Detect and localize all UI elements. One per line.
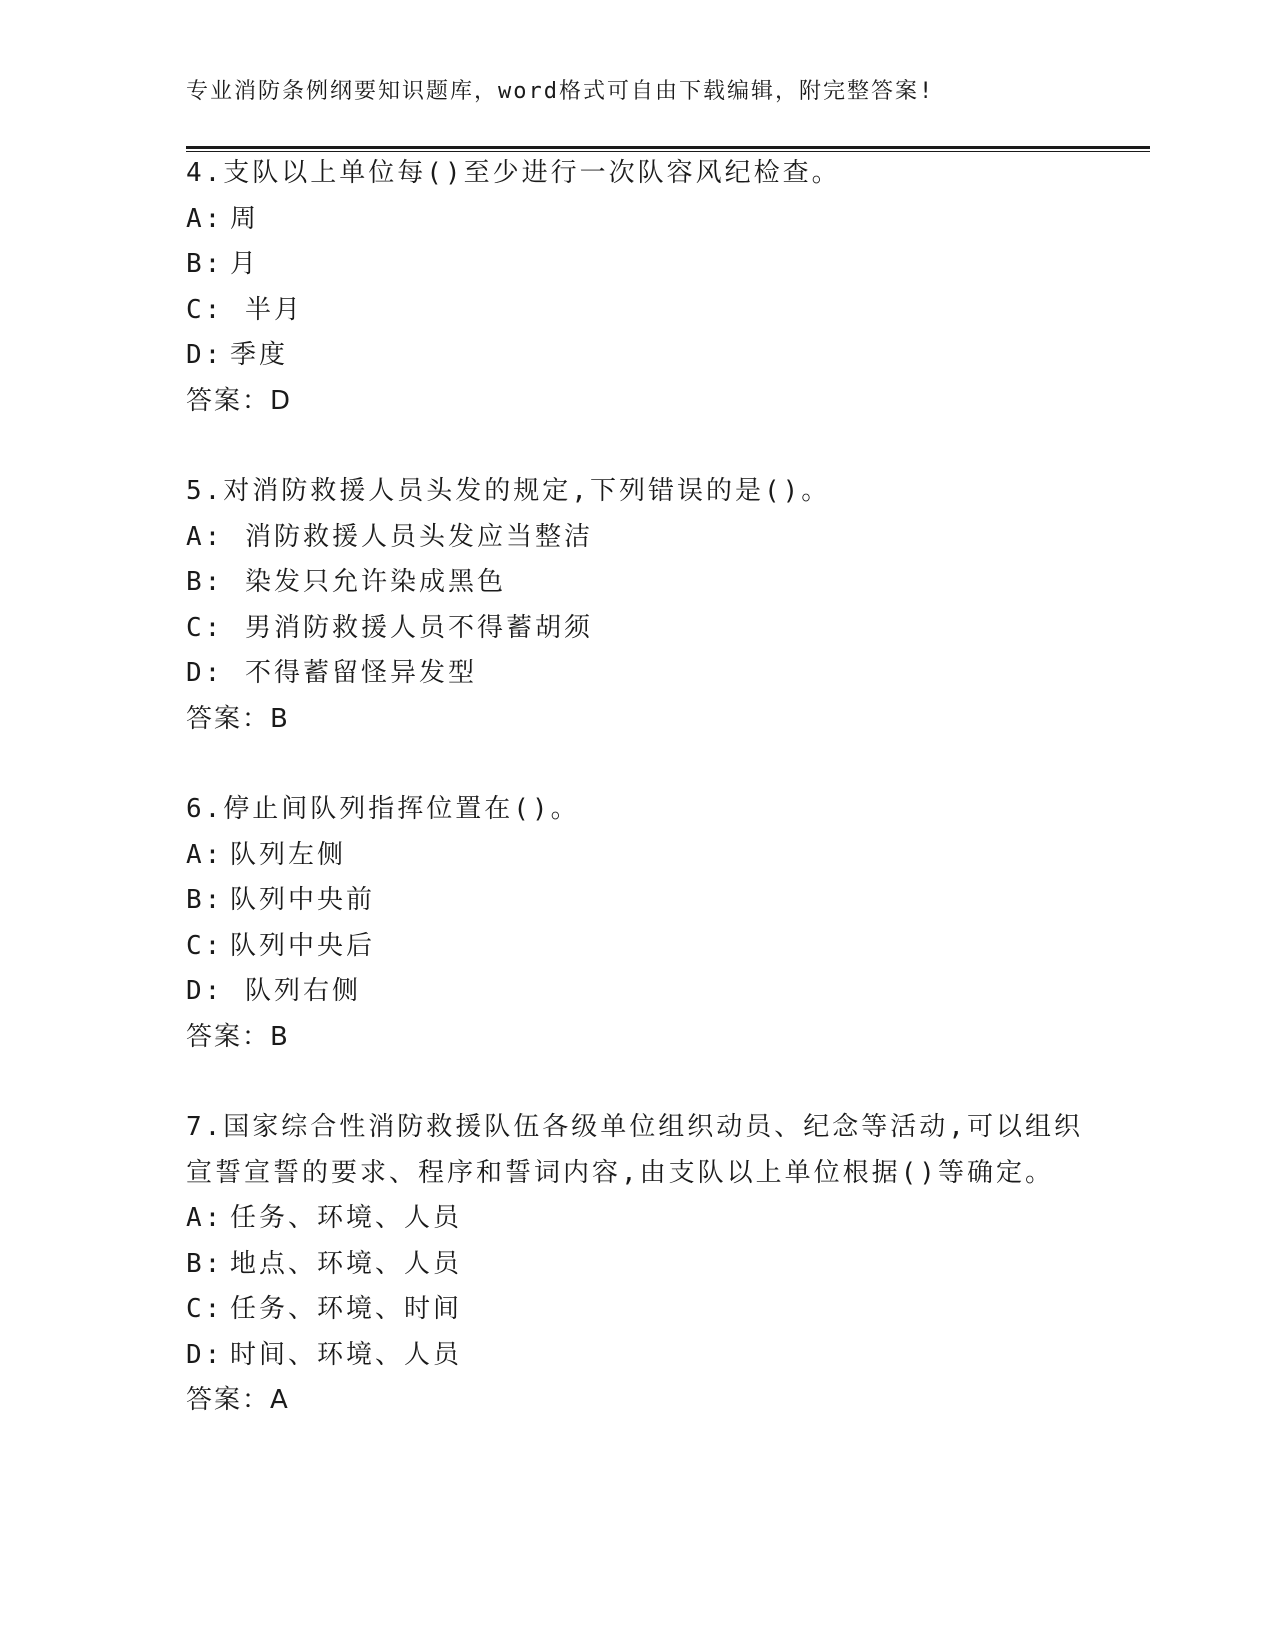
option-b: B: 地点、环境、人员 — [186, 1248, 463, 1279]
answer: 答案：B — [186, 703, 290, 734]
question-stem-line-2: 宣誓宣誓的要求、程序和誓词内容,由支队以上单位根据()等确定。 — [186, 1157, 1054, 1188]
question-stem: 6.停止间队列指挥位置在()。 — [186, 794, 580, 824]
question-7 — [186, 1105, 1126, 1424]
question-4 — [186, 151, 1126, 424]
option-c: C: 队列中央后 — [186, 930, 376, 961]
question-5 — [186, 469, 1126, 742]
option-c: C: 任务、环境、时间 — [186, 1294, 463, 1324]
option-d: D: 不得蓄留怪异发型 — [186, 658, 478, 688]
option-b: B: 月 — [186, 249, 260, 279]
option-c: C: 男消防救援人员不得蓄胡须 — [186, 612, 594, 643]
option-d: D: 季度 — [186, 340, 289, 370]
option-b: B: 染发只允许染成黑色 — [186, 567, 507, 597]
answer: 答案：D — [186, 385, 293, 416]
question-stem-line-1: 7.国家综合性消防救援队伍各级单位组织动员、纪念等活动,可以组织 — [186, 1112, 1083, 1142]
option-d: D: 时间、环境、人员 — [186, 1339, 463, 1370]
option-a: A: 消防救援人员头发应当整洁 — [186, 521, 594, 552]
option-c: C: 半月 — [186, 294, 304, 325]
option-a: A: 任务、环境、人员 — [186, 1203, 463, 1233]
question-stem: 5.对消防救援人员头发的规定,下列错误的是()。 — [186, 476, 831, 506]
option-a: A: 队列左侧 — [186, 839, 347, 870]
option-a: A: 周 — [186, 203, 260, 234]
header-rule-thick — [186, 146, 1150, 149]
question-6 — [186, 787, 1126, 1060]
answer: 答案：A — [186, 1385, 290, 1415]
option-b: B: 队列中央前 — [186, 885, 376, 915]
option-d: D: 队列右侧 — [186, 976, 362, 1006]
page-header: 专业消防条例纲要知识题库，word格式可自由下载编辑，附完整答案! — [186, 79, 935, 104]
answer: 答案：B — [186, 1021, 290, 1052]
question-stem: 4.支队以上单位每()至少进行一次队容风纪检查。 — [186, 158, 841, 188]
